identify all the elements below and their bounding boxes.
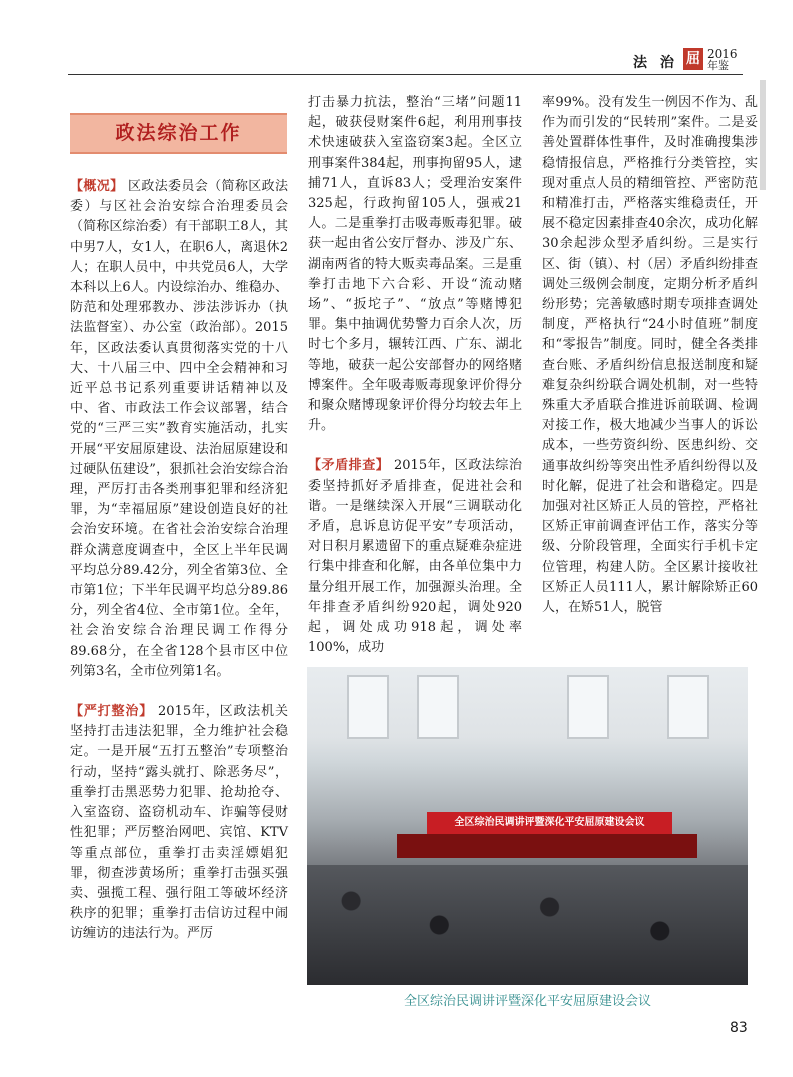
logo-book: 年鉴 bbox=[707, 59, 729, 72]
photo-window bbox=[567, 675, 609, 739]
disputes-tag: 【矛盾排查】 bbox=[308, 458, 390, 474]
photo-window bbox=[417, 675, 459, 739]
disputes-text-part1: 2015年，区政法综治委坚持抓好矛盾排查，促进社会和谐。一是继续深入开展“三调联动化矛盾，息诉息访促平安”专项活动，对日积月累遗留下的重点疑难杂症进行集中排查和化解，由各单位集中力量分组开展工作，加强源头治理。全年排查矛盾纠纷920起，调处920起，调处成功918起，调处率100%，成功 bbox=[308, 458, 522, 656]
overview-paragraph bbox=[70, 177, 288, 682]
photo-caption: 全区综治民调讲评暨深化平安屈原建设会议 bbox=[403, 994, 651, 1009]
crackdown-text-part1: 2015年，区政法机关坚持打击违法犯罪，全力维护社会稳定。一是开展“五打五整治”专项整治行动，坚持“露头就打、除恶务尽”，重拳打击黑恶势力犯罪、抢劫抢夺、入室盗窃、盗窃机动车、诈骗等侵财性犯罪；严厉整治网吧、宾馆、KTV等重点部位，重拳打击卖淫嫖娼犯罪，彻查涉黄场所；重拳打击强买强卖、强揽工程、强行阻工等破坏经济秩序的犯罪；重拳打击信访过程中闹访缠访的违法行为。严厉 bbox=[70, 704, 288, 942]
column-2 bbox=[308, 93, 522, 658]
disputes-paragraph bbox=[308, 456, 522, 658]
meeting-photo bbox=[307, 667, 748, 985]
section-title-box bbox=[70, 113, 287, 154]
logo-glyph: 屈 bbox=[683, 48, 703, 70]
crackdown-tag: 【严打整治】 bbox=[70, 704, 154, 720]
disputes-continued bbox=[542, 93, 758, 618]
overview-tag: 【概况】 bbox=[70, 179, 124, 194]
column-3 bbox=[542, 93, 758, 618]
crackdown-text-part2: 打击暴力抗法，整治“三堵”问题11起，破获侵财案件6起，利用刑事技术快速破获入室盗窃案3起。全区立刑事案件384起，刑事拘留95人，逮捕71人，直诉83人；受理治安案件325起，行政拘留105人，强戒21人。二是重拳打击吸毒贩毒犯罪。破获一起由省公安厅督办、涉及广东、湖南两省的特大贩卖毒品案。三是重拳打击地下六合彩、开设“流动赌场”、“扳坨子”、“放点”等赌博犯罪。集中抽调优势警力百余人次，历时七个多月，辗转江西、广东、湖北等地，破获一起公安部督办的网络赌博案件。全年吸毒贩毒现象评价得分和聚众赌博现象评价得分均较去年上升。 bbox=[308, 95, 522, 434]
crackdown-paragraph bbox=[70, 702, 288, 944]
header-rule bbox=[68, 74, 743, 75]
disputes-text-part2: 率99%。没有发生一例因不作为、乱作为而引发的“民转刑”案件。二是妥善处置群体性事件，及时准确搜集涉稳情报信息，严格推行分类管控，实现对重点人员的精细管控、严密防范和精准打击，严格落实维稳责任，开展不稳定因素排查40余次，成功化解30余起涉众型矛盾纠纷。三是实行区、街（镇）、村（居）矛盾纠纷排查调处三级例会制度，定期分析矛盾纠纷形势；完善敏感时期专项排查调处制度，严格执行“24小时值班”制度和“零报告”制度。同时，健全各类排查台账、矛盾纠纷信息报送制度和疑难复杂纠纷联合调处机制，对一些特殊重大矛盾联合推进诉前联调、检调对接工作，极大地减少当事人的诉讼成本，一些劳资纠纷、医患纠纷、交通事故纠纷等突出性矛盾纠纷得以及时化解，促进了社会和谐稳定。四是加强对社区矫正人员的管控，严格社区矫正审前调查评估工作，落实分等级、分阶段管理，全面实行手机卡定位管理，构建人防。全区累计接收社区矫正人员111人，累计解除矫正60人，在矫51人，脱管 bbox=[542, 95, 758, 616]
section-title: 政法综治工作 bbox=[115, 122, 242, 144]
yearbook-logo bbox=[683, 48, 747, 72]
logo-year: 2016 bbox=[707, 47, 738, 61]
photo-window bbox=[667, 675, 709, 739]
overview-text: 区政法委员会（简称区政法委）与区社会治安综合治理委员会（简称区综治委）有干部职工8人，其中男7人，女1人，在职6人，离退休2人；在职人员中，中共党员6人，大学本科以上6人。内设综治办、维稳办、防范和处理邪教办、涉法涉诉办（执法监督室）、办公室（政治部）。2015年，区政法委认真贯彻落实党的十八大、十八届三中、四中全会精神和习近平总书记系列重要讲话精神以及中、省、市政法工作会议部署，结合党的“三严三实”教育实施活动，扎实开展“平安屈原建设、法治屈原建设和过硬队伍建设”，狠抓社会治安综合治理，严厉打击各类刑事犯罪和经济犯罪，为“幸福屈原”建设创造良好的社会治安环境。在省社会治安综合治理群众满意度调查中，全区上半年民调平均总分89.42分，列全省第3位、全市第1位；下半年民调平均总分89.86分，列全省4位、全市第1位。全年，社会治安综合治理民调工作得分89.68分，在全省128个县市区中位列第3名，全市位列第1名。 bbox=[70, 179, 288, 679]
side-tab-bar bbox=[760, 80, 766, 190]
column-1 bbox=[70, 177, 288, 945]
header-category: 法 治 bbox=[633, 55, 678, 71]
photo-window bbox=[347, 675, 389, 739]
crackdown-continued bbox=[308, 93, 522, 436]
page-number: 83 bbox=[730, 1020, 748, 1036]
photo-banner: 全区综治民调讲评暨深化平安屈原建设会议 bbox=[427, 812, 672, 834]
photo-stage bbox=[397, 834, 697, 858]
photo-crowd bbox=[307, 865, 748, 985]
